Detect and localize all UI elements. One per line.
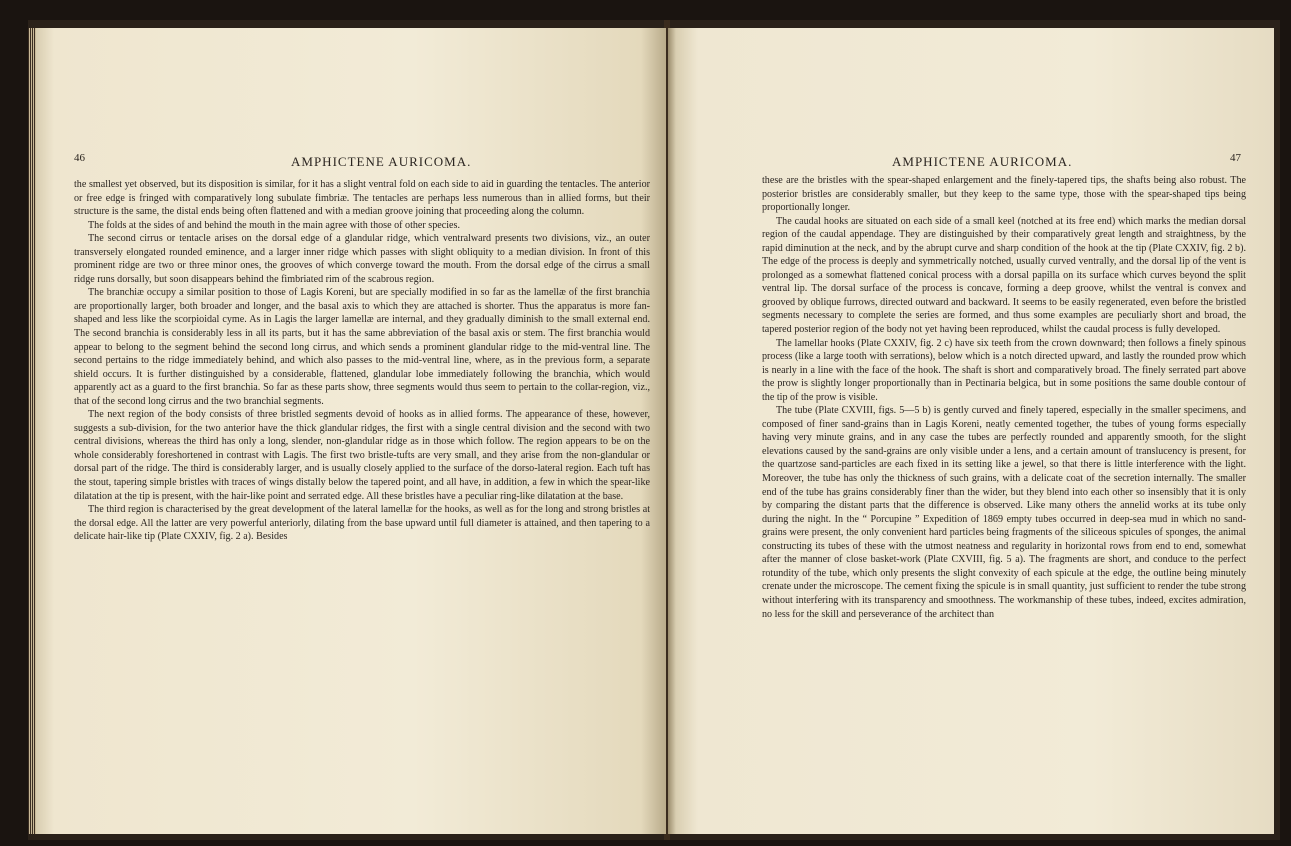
paragraph: The next region of the body consists of three bristled segments devoid of hooks as in allied forms. The appearance of these, however, suggests a sub-division, for the two anterior have the thick glandular ridges, the first with a single central division and the second with two central divisions, whereas the third has only a long, slender, non-glandular ridge as in those which follow. The region appears to be on the whole considerably foreshortened in contrast with Lagis. The first two bristle-tufts are very small, and they arise from the non-glandular or dorsal part of the ridge. The third is considerably larger, and is usually closely applied to the surface of the dorso-lateral region. Each tuft has the stout, tapering simple bristles with traces of wings distally below the tapered point, and all have, in addition, a few in which the spear-like dilatation at the tip is present, with the hair-like point and serrated edge. All these bristles have a peculiar ring-like dilatation at the base.: [74, 409, 650, 502]
left-page: [36, 28, 666, 834]
left-page-body: [74, 178, 650, 544]
book-spread: [28, 20, 1280, 840]
page-edges: [28, 28, 36, 834]
left-running-head: AMPHICTENE AURICOMA.: [291, 154, 472, 169]
right-page: [668, 28, 1274, 834]
paragraph: The lamellar hooks (Plate CXXIV, fig. 2 c) have six teeth from the crown downward; then follows a finely spinous process (like a large tooth with serrations), below which is a notch directed upward, and lastly the rounded prow which is nearly in a line with the face of the hook. The shaft is short and comparatively broad. The finely serrated part above the prow is slightly longer proportionally than in Pectinaria belgica, but in some positions the same double contour of the tip of the prow is visible.: [762, 337, 1246, 403]
paragraph: The third region is characterised by the great development of the lateral lamellæ for the hooks, as well as for the long and strong bristles at the dorsal edge. All the latter are very powerful anteriorly, dilating from the base upward until full diameter is attained, and then tapering to a delicate hair-like tip (Plate CXXIV, fig. 2 a). Besides: [74, 504, 650, 543]
paragraph: the smallest yet observed, but its disposition is similar, for it has a slight ventral fold on each side to aid in guarding the tentacles. The anterior or free edge is fringed with comparatively long subulate fimbriæ. The tentacles are perhaps less numerous than in allied forms, but their structure is the same, the distal ends being often flattened and with a median groove joining that proceeding along the column.: [74, 179, 650, 218]
paragraph: The second cirrus or tentacle arises on the dorsal edge of a glandular ridge, which ventralward presents two divisions, viz., an outer transversely elongated rounded eminence, and a larger inner ridge which passes with slight obliquity to a median division. In front of this prominent ridge are two or three minor ones, the grooves of which converge toward the mouth. From the dorsal edge of the cirrus a small ridge runs dorsally, but soon disappears behind the fimbriated rim of the scabrous region.: [74, 233, 650, 285]
paragraph: The folds at the sides of and behind the mouth in the main agree with those of other species.: [88, 219, 460, 231]
paragraph: The caudal hooks are situated on each side of a small keel (notched at its free end) which marks the median dorsal region of the caudal appendage. They are distinguished by their comparatively great length and straightness, by the rapid diminution at the neck, and by the abrupt curve and sharp condition of the hook at the tip (Plate CXXIV, fig. 2 b). The edge of the process is deeply and symmetrically notched, usually curved ventrally, and the dorsal lip of the vent is prolonged as a somewhat flattened conical process with a dorsal papilla on its surface which curves beyond the split ventral lip. The dorsal surface of the process is concave, forming a deep groove, whilst the ventral is convex and grooved by oblique furrows, directed outward and backward. It seems to be easily regenerated, even before the bristled segments necessary to complete the series are formed, and thus some examples are peculiarly short and broad, the tapered posterior region of the body not yet having been reproduced, whilst the caudal process is fully developed.: [762, 215, 1246, 336]
right-page-number: 47: [1230, 152, 1241, 164]
paragraph: The tube (Plate CXVIII, figs. 5—5 b) is gently curved and finely tapered, especially in the smaller specimens, and composed of finer sand-grains than in Lagis Koreni, neatly cemented together, the tubes of young forms especially having very minute grains, and in any case the tubes are perfectly rounded and apparently smooth, for the slight elevations caused by the sand-grains are only visible under a lens, and a certain amount of translucency is present, for the quartzose sand-particles are each fixed in its setting like a jewel, so that there is little interference with the light. Moreover, the tube has only the thickness of such grains, with a delicate coat of the secretion internally. The smaller end of the tube has grains considerably finer than the wider, but they blend into each other so insensibly that it is only by comparing the distant parts that the difference is observed. Like many others the annelid works at its tube only during the night. In the “ Porcupine ” Expedition of 1869 empty tubes occurred in deep-sea mud in which no sand-grains were present, the only convenient hard particles being fragments of the siliceous spicules of sponges, the animal constructing its tubes of these with the utmost neatness and regularity in horizontal rows from end to end, somewhat after the manner of close basket-work (Plate CXVIII, fig. 5 a). The fragments are short, and conduce to the perfect rotundity of the tube, which only presents the slight convexity of each spicule at the edge, the outline being minutely crenate under the microscope. The cement fixing the spicule is in small quantity, just sufficient to render the tube strong without interfering with its transparency and smoothness. The workmanship of these tubes, indeed, excites admiration, no less for the skill and perseverance of the architect than: [762, 405, 1246, 620]
paragraph: The branchiæ occupy a similar position to those of Lagis Koreni, but are specially modified in so far as the lamellæ of the first branchia are proportionally larger, both broader and longer, and the basal axis to which they are attached is shorter. Thus the apparatus is more fan-shaped and less like the scorpioidal cyme. As in Lagis the larger lamellæ are internal, and they gradually diminish to the small external end. The second branchia is considerably less in all its parts, but it has the same abbreviation of the basal axis or stem. The first branchia would appear to belong to the segment behind the second long cirrus, and which sends a prominent glandular ridge to the mid-ventral line. The second pertains to the ridge immediately behind, and which also passes to the mid-ventral line, where, as in the previous form, a separate shield occurs. It is further distinguished by a considerable, flattened, glandular lobe immediately following the branchia, which would apparently act as a guard to the first branchia. So far as these parts show, three segments would thus seem to pertain to the collar-region, viz., that of the second long cirrus and the two branchial segments.: [74, 287, 650, 407]
right-running-head: AMPHICTENE AURICOMA.: [892, 154, 1073, 169]
paragraph: these are the bristles with the spear-shaped enlargement and the finely-tapered tips, the shafts being also robust. The posterior bristles are considerably smaller, but they keep to the same type, those with the spear-shaped tips being proportionally longer.: [762, 175, 1246, 214]
right-page-body: [762, 174, 1246, 621]
left-page-number: 46: [74, 152, 85, 164]
